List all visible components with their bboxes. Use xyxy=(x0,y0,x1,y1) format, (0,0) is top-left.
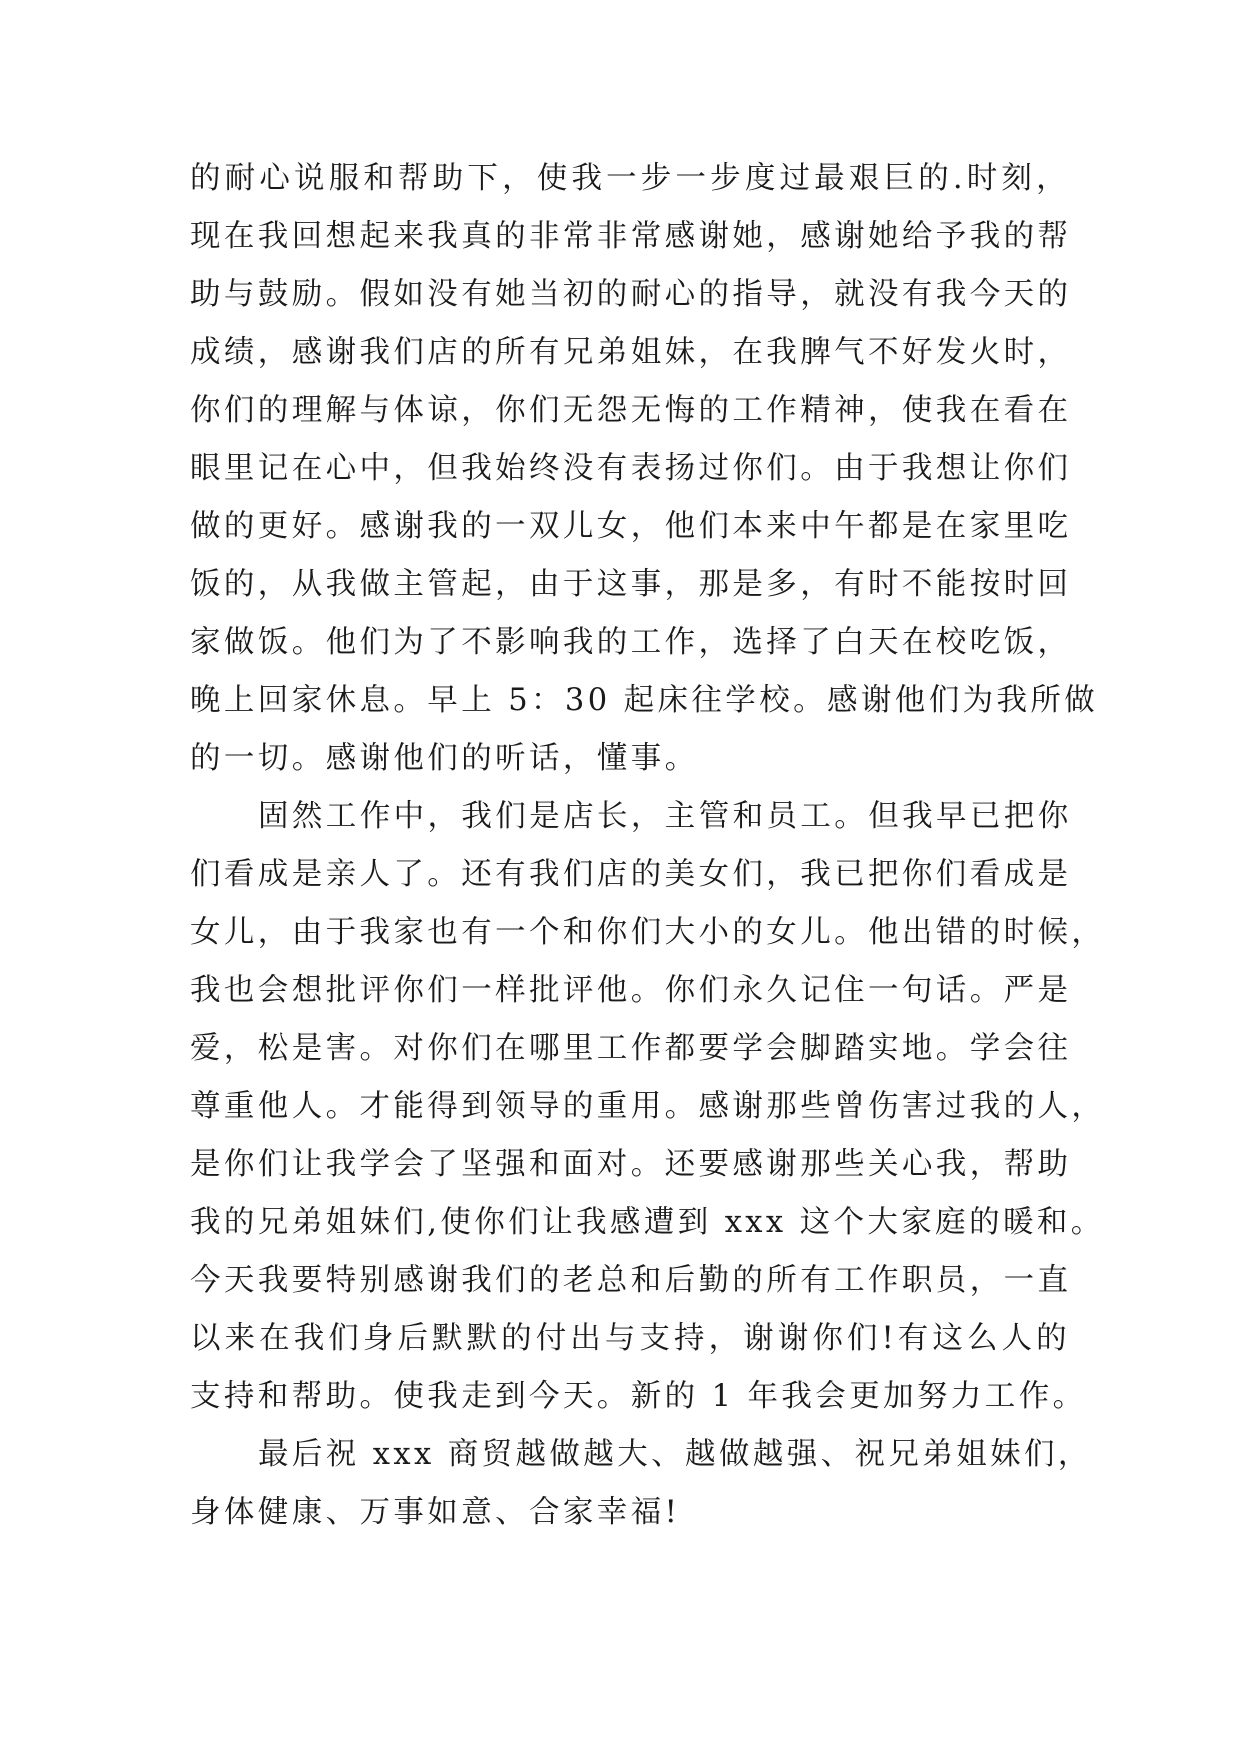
paragraph-end-line: 的一切。感谢他们的听话，懂事。 xyxy=(190,741,699,776)
body-line: 们看成是亲人了。还有我们店的美女们，我已把你们看成是 xyxy=(190,857,1072,892)
paragraph-end-line: 身体健康、万事如意、合家幸福! xyxy=(190,1495,681,1530)
body-line: 成绩，感谢我们店的所有兄弟姐妹，在我脾气不好发火时， xyxy=(190,335,1072,370)
body-line: 以来在我们身后默默的付出与支持，谢谢你们!有这么人的 xyxy=(190,1321,1070,1356)
body-line: 你们的理解与体谅，你们无怨无悔的工作精神，使我在看在 xyxy=(190,393,1072,428)
body-line: 是你们让我学会了坚强和面对。还要感谢那些关心我，帮助 xyxy=(190,1147,1072,1182)
paragraph-end-line: 支持和帮助。使我走到今天。新的 1 年我会更加努力工作。 xyxy=(190,1379,1087,1414)
body-line: 尊重他人。才能得到领导的重用。感谢那些曾伤害过我的人， xyxy=(190,1089,1106,1124)
body-line: 晚上回家休息。早上 5：30 起床往学校。感谢他们为我所做 xyxy=(190,683,1099,718)
body-line: 饭的，从我做主管起，由于这事，那是多，有时不能按时回 xyxy=(190,567,1072,602)
body-line: 现在我回想起来我真的非常非常感谢她，感谢她给予我的帮 xyxy=(190,219,1072,254)
body-line: 今天我要特别感谢我们的老总和后勤的所有工作职员，一直 xyxy=(190,1263,1072,1298)
body-line: 的耐心说服和帮助下，使我一步一步度过最艰巨的.时刻， xyxy=(190,161,1070,196)
document-body xyxy=(190,150,1106,1542)
body-line: 爱，松是害。对你们在哪里工作都要学会脚踏实地。学会往 xyxy=(190,1031,1072,1066)
body-line: 女儿，由于我家也有一个和你们大小的女儿。他出错的时候， xyxy=(190,915,1106,950)
body-line: 我也会想批评你们一样批评他。你们永久记住一句话。严是 xyxy=(190,973,1072,1008)
body-line: 助与鼓励。假如没有她当初的耐心的指导，就没有我今天的 xyxy=(190,277,1072,312)
body-line: 我的兄弟姐妹们,使你们让我感遭到 xxx 这个大家庭的暖和。 xyxy=(190,1205,1105,1240)
body-line: 眼里记在心中，但我始终没有表扬过你们。由于我想让你们 xyxy=(190,451,1072,486)
paragraph-start-line: 最后祝 xxx 商贸越做越大、越做越强、祝兄弟姐妹们， xyxy=(258,1437,1092,1472)
body-line: 做的更好。感谢我的一双儿女，他们本来中午都是在家里吃 xyxy=(190,509,1072,544)
body-line: 家做饭。他们为了不影响我的工作，选择了白天在校吃饭， xyxy=(190,625,1072,660)
paragraph-start-line: 固然工作中，我们是店长，主管和员工。但我早已把你 xyxy=(258,799,1072,834)
